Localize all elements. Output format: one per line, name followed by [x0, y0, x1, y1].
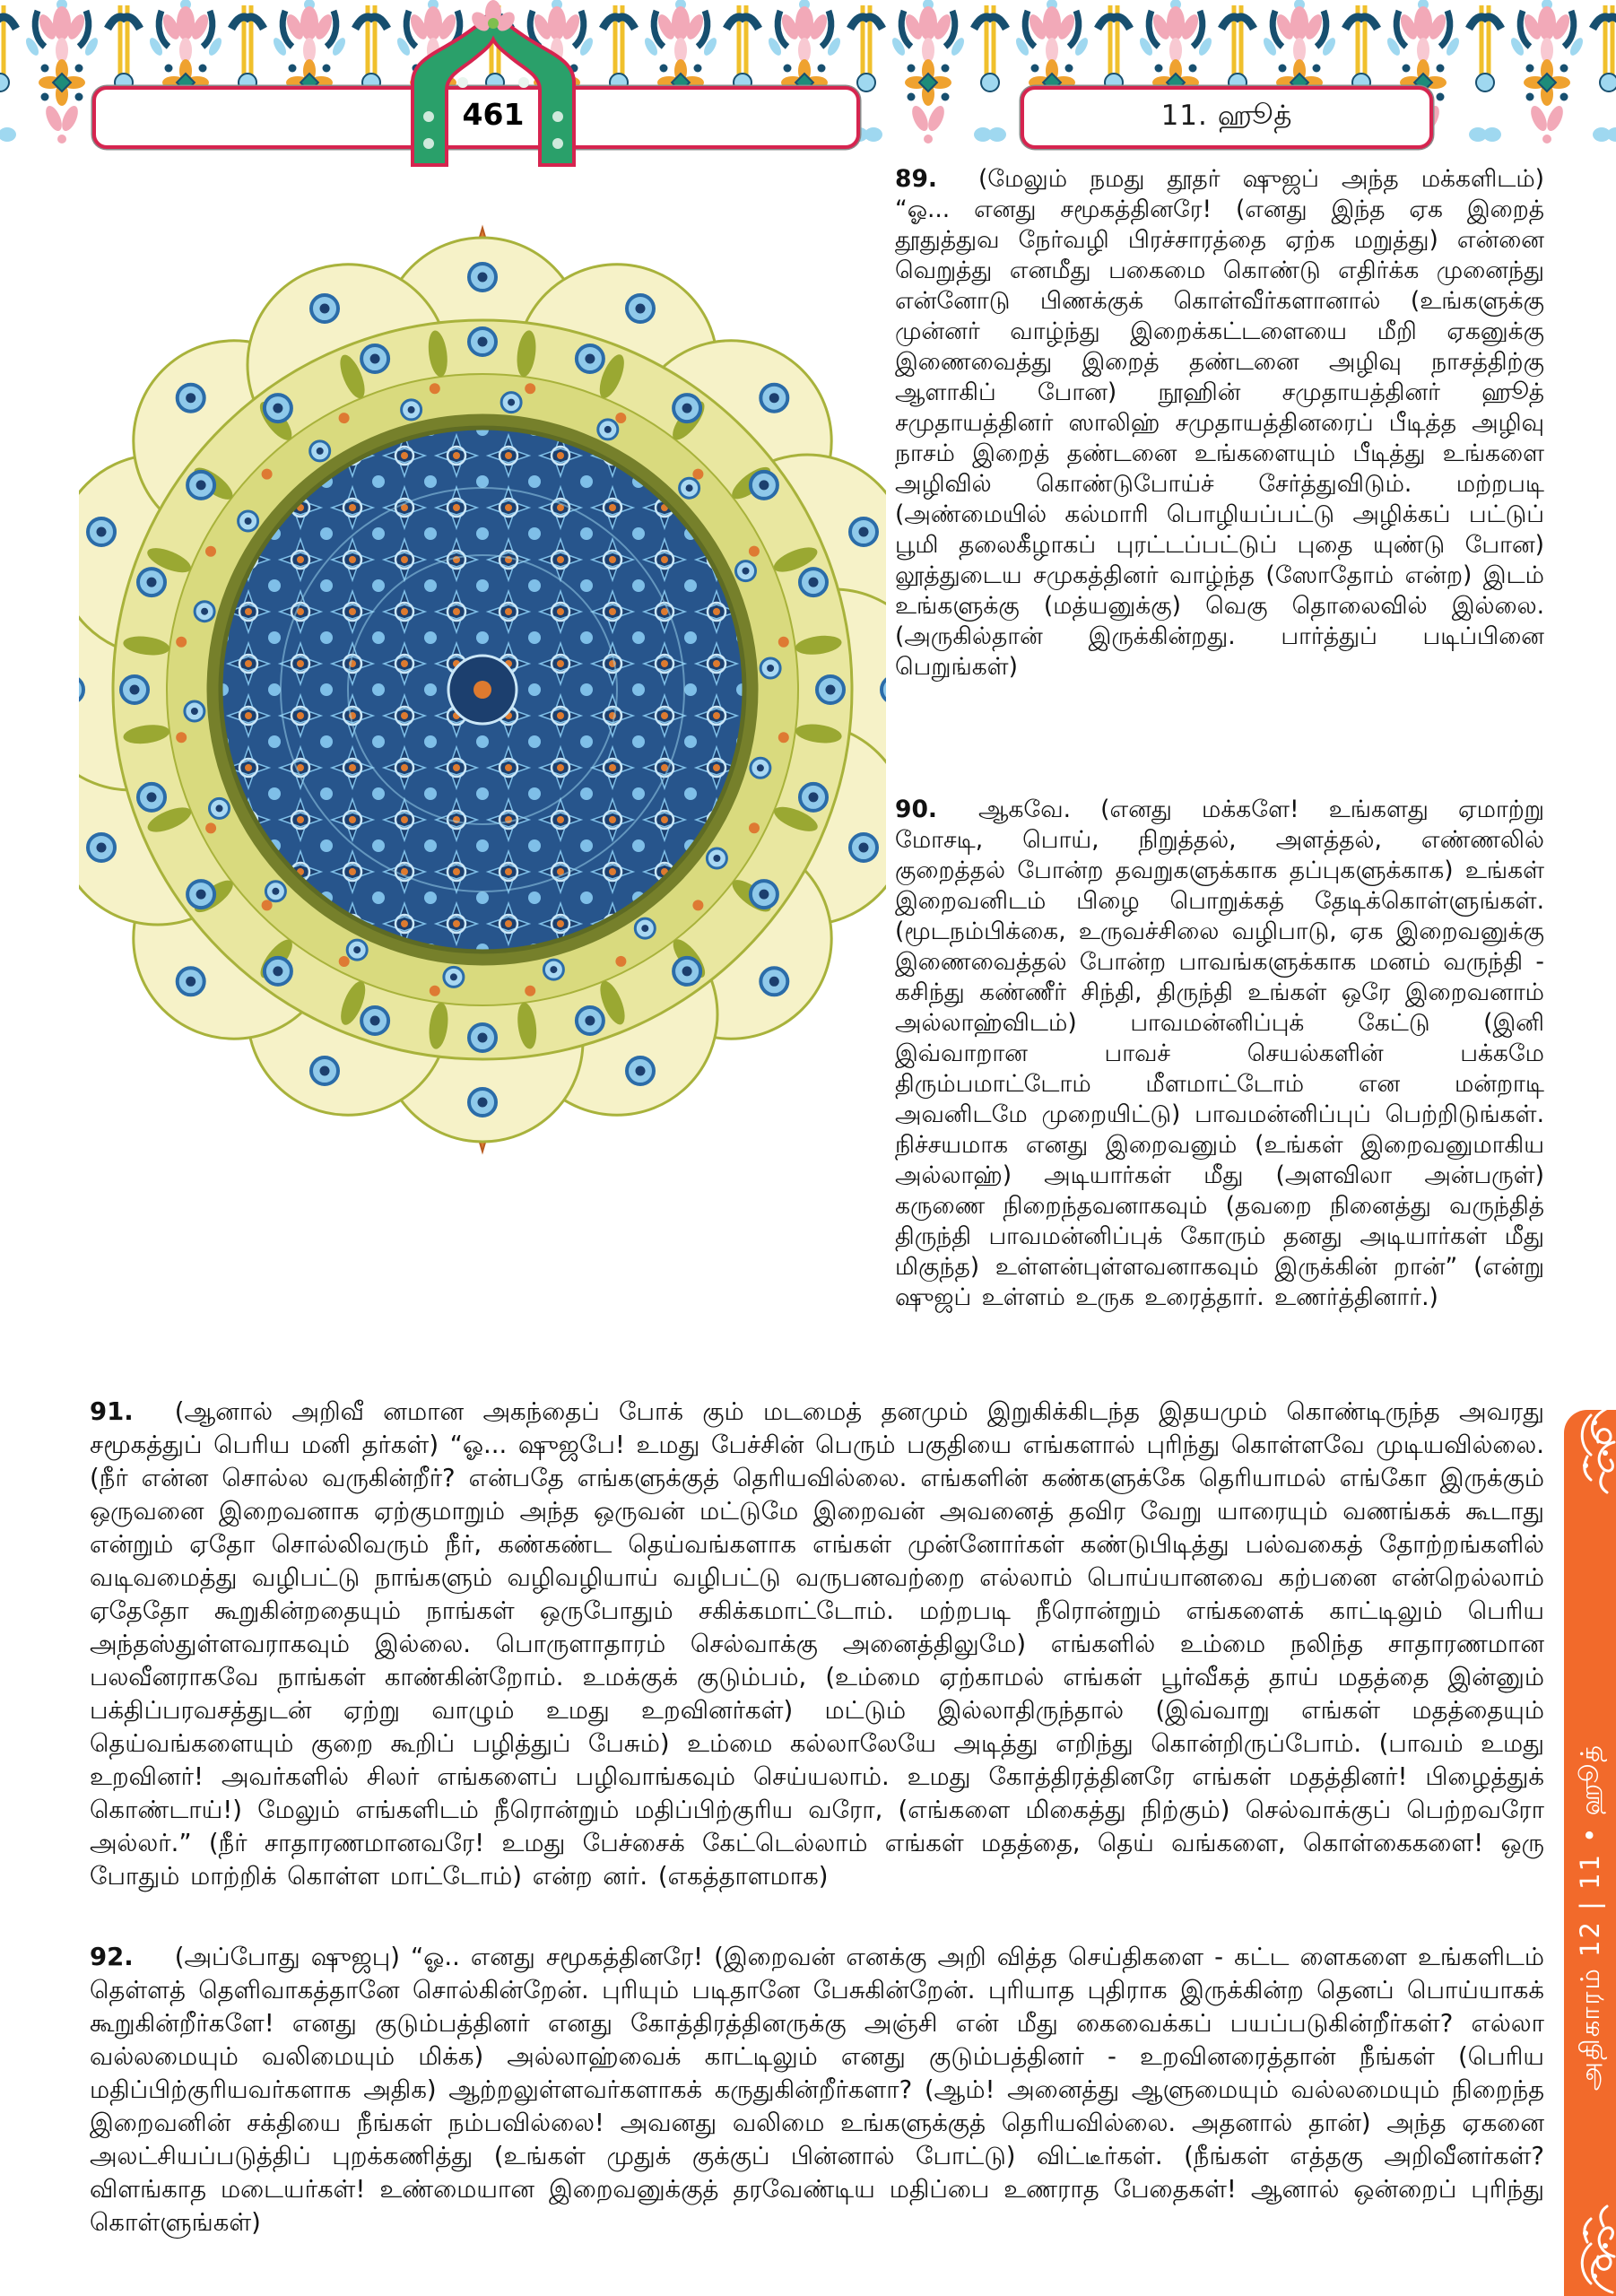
page-number: 461	[462, 96, 525, 132]
verse-text: ஆகவே. (எனது மக்களே! உங்களது ஏமாற்று மோசடி, பொய், நிறுத்தல், அளத்தல், எண்ணலில் குறைத்தல் போன்ற தவறுகளுக்காக தப்புகளுக்காக) உங்கள் இறைவனிடம் பிழை பொறுக்கத் தேடிக்கொள்ளுங்கள். (மூடநம்பிக்கை, உருவச்சிலை வழிபாடு, ஏக இறைவனுக்கு இணைவைத்தல் போன்ற பாவங்களுக்காக மனம் வருந்தி - கசிந்து கண்ணீர் சிந்தி, திருந்தி உங்கள் ஒரே இறைவனாம் அல்லாஹ்விடம்) பாவமன்னிப்புக் கேட்டு (இனி இவ்வாறான பாவச் செயல்களின் பக்கமே திரும்பமாட்டோம் மீளமாட்டோம் என மன்றாடி அவனிடமே முறையிட்டு) பாவமன்னிப்புப் பெற்றிடுங்கள். நிச்சயமாக எனது இறைவனும் (உங்கள் இறைவனுமாகிய அல்லாஹ்) அடியார்கள் மீது (அளவிலா அன்பருள்) கருணை நிறைந்தவனாகவும் (தவறை நினைத்து வருந்தித் திருந்தி பாவமன்னிப்புக் கோரும் தனது அடியார்கள் மீது மிகுந்த) உள்ளன்புள்ளவனாகவும் இருக்கின் றான்” (என்று ஷுஜப் உள்ளம் உருக உரைத்தார். உணர்த்தினார்.)	[895, 796, 1544, 1311]
floral-flourish-icon	[1564, 2203, 1616, 2296]
verse-number: 92.	[90, 1943, 134, 1971]
verse-91	[90, 1396, 1544, 1893]
arch-ornament-icon	[393, 0, 594, 167]
verse-number: 90.	[895, 796, 937, 823]
verse-number: 89.	[895, 165, 937, 193]
chapter-label: அதிகாரம் 12 | 11 • ஹூத்	[1575, 1744, 1605, 2092]
verse-text: (அப்போது ஷுஜபு) “ஓ.. எனது சமூகத்தினரே! (இறைவன் எனக்கு அறி வித்த செய்திகளை - கட்ட ளைகளை உங்களிடம் தெள்ளத் தெளிவாகத்தானே சொல்கின்றேன். புரியும் படிதானே பேசுகின்றேன். புரியாத புதிராக இருக்கின்ற தெனப் பொய்யாகக் கூறுகின்றீர்களே! எனது குடும்பத்தினர் எனது கோத்திரத்தினருக்கு அஞ்சி என் மீது கைவைக்கப் பயப்படுகின்றீர்கள்? எல்லா வல்லமையும் வலிமையும் மிக்க) அல்லாஹ்வைக் காட்டிலும் எனது குடும்பத்தினர் - உறவினரைத்தான் நீங்கள் (பெரிய மதிப்பிற்குரியவர்களாக அதிக) ஆற்றலுள்ளவர்களாகக் கருதுகின்றீர்களா? (ஆம்! அனைத்து ஆளுமையும் வல்லமையும் நிறைந்த இறைவனின் சக்தியை நீங்கள் நம்பவில்லை! அவனது வலிமை உங்களுக்குத் தெரியவில்லை. அதனால் தான்) அந்த ஏகனை அலட்சியப்படுத்திப் புறக்கணித்து (உங்கள் முதுக் குக்குப் பின்னால் போட்டு) விட்டீர்கள். (நீங்கள் எத்தகு அறிவீனர்கள்? விளங்காத மடையர்கள்! உண்மையான இறைவனுக்குத் தரவேண்டிய மதிப்பை உணராத பேதைகள்! ஆனால் ஒன்றைப் புரிந்து கொள்ளுங்கள்)	[90, 1943, 1544, 2237]
floral-flourish-icon	[1564, 1403, 1616, 1496]
mandala-illustration	[79, 224, 886, 1155]
verse-text: (மேலும் நமது தூதர் ஷுஜப் அந்த மக்களிடம்) “ஓ... எனது சமூகத்தினரே! (எனது இந்த ஏக இறைத் தூதுத்துவ நேர்வழி பிரச்சாரத்தை ஏற்க மறுத்து) என்னை வெறுத்து எனமீது பகைமை கொண்டு எதிர்க்க முனைந்து என்னோடு பிணக்குக் கொள்வீர்களானால் (உங்களுக்கு முன்னர் வாழ்ந்து இறைக்கட்டளையை மீறி ஏகனுக்கு இணைவைத்து இறைத் தண்டனை அழிவு நாசத்திற்கு ஆளாகிப் போன) நூஹின் சமுதாயத்தினர் ஹூத் சமுதாயத்தினர் ஸாலிஹ் சமுதாயத்தினரைப் பீடித்த அழிவு நாசம் இறைத் தண்டனை உங்களையும் பீடித்து உங்களை அழிவில் கொண்டுபோய்ச் சேர்த்துவிடும். மற்றபடி (அண்மையில் கல்மாரி பொழியப்பட்டு அழிக்கப் பட்டுப் பூமி தலைகீழாகப் புரட்டப்பட்டுப் புதை யுண்டு போன) லூத்துடைய சமுகத்தினர் வாழ்ந்த (ஸோதோம் என்ற) இடம் உங்களுக்கு (மத்யனுக்கு) வெகு தொலைவில் இல்லை. (அருகில்தான் இருக்கின்றது. பார்த்துப் படிப்பினை பெறுங்கள்)	[895, 165, 1544, 681]
surah-title-cartouche	[1021, 86, 1433, 149]
verse-number: 91.	[90, 1397, 134, 1426]
verse-90	[895, 795, 1544, 1313]
chapter-sidebar	[1564, 1410, 1616, 2296]
verse-text: (ஆனால் அறிவீ னமான அகந்தைப் போக் கும் மடமைத் தனமும் இறுகிக்கிடந்த இதயமும் கொண்டிருந்த அவரது சமூகத்துப் பெரிய மனி தர்கள்) “ஓ... ஷுஜபே! உமது பேச்சின் பெரும் பகுதியை எங்களால் புரிந்து கொள்ளவே முடியவில்லை. (நீர் என்ன சொல்ல வருகின்றீர்? என்பதே எங்களுக்குத் தெரியவில்லை. எங்களின் கண்களுக்கே தெரியாமல் எங்கோ இருக்கும் ஒருவனை இறைவனாக ஏற்குமாறும் அந்த ஒருவன் மட்டுமே இறைவன் அவனைத் தவிர வேறு யாரையும் வணங்கக் கூடாது என்றும் ஏதோ சொல்லிவரும் நீர், கண்கண்ட தெய்வங்களாக எங்கள் முன்னோர்கள் கண்டுபிடித்து பல்வகைத் தோற்றங்களில் வடிவமைத்து வழிபட்டு நாங்களும் வழிவழியாய் வழிபட்டு வருபனவற்றை எல்லாம் பொய்யானவை கற்பனை என்றெல்லாம் ஏதேதோ கூறுகின்றதையும் நாங்கள் ஒருபோதும் சகிக்கமாட்டோம். மற்றபடி நீரொன்றும் எங்களைக் காட்டிலும் பெரிய அந்தஸ்துள்ளவராகவும் இல்லை. பொருளாதாரம் செல்வாக்கு அனைத்திலுமே) எங்களில் உம்மை நலிந்த சாதாரணமான பலவீனராகவே நாங்கள் காண்கின்றோம். உமக்குக் குடும்பம், (உம்மை ஏற்காமல் எங்கள் பூர்வீகத் தாய் மதத்தை இன்னும் பக்திப்பரவசத்துடன் ஏற்று வாழும் உமது உறவினர்கள்) மட்டும் இல்லாதிருந்தால் (இவ்வாறு எங்கள் மதத்தையும் தெய்வங்களையும் குறை கூறிப் பழித்துப் பேசும்) உம்மை கல்லாலேயே அடித்து எறிந்து கொன்றிருப்போம். (பாவம் உமது உறவினர்! அவர்களில் சிலர் எங்களைப் பழிவாங்கவும் செய்யலாம். உமது கோத்திரத்தினரே எங்கள் மதத்தினர்! பிழைத்துக் கொண்டாய்!) மேலும் எங்களிடம் நீரொன்றும் மதிப்பிற்குரிய வரோ, (எங்களை மிகைத்து நிற்கும்) செல்வாக்குப் பெற்றவரோ அல்லர்.” (நீர் சாதாரணமானவரே! உமது பேச்சைக் கேட்டெல்லாம் எங்கள் மதத்தை, தெய் வங்களை, கொள்கைகளை! ஒரு போதும் மாற்றிக் கொள்ள மாட்டோம்) என்ற னர். (எகத்தாளமாக)	[90, 1397, 1544, 1891]
surah-title: 11. ஹூத்	[1160, 100, 1293, 132]
verse-89	[895, 164, 1544, 683]
verse-92	[90, 1941, 1544, 2239]
